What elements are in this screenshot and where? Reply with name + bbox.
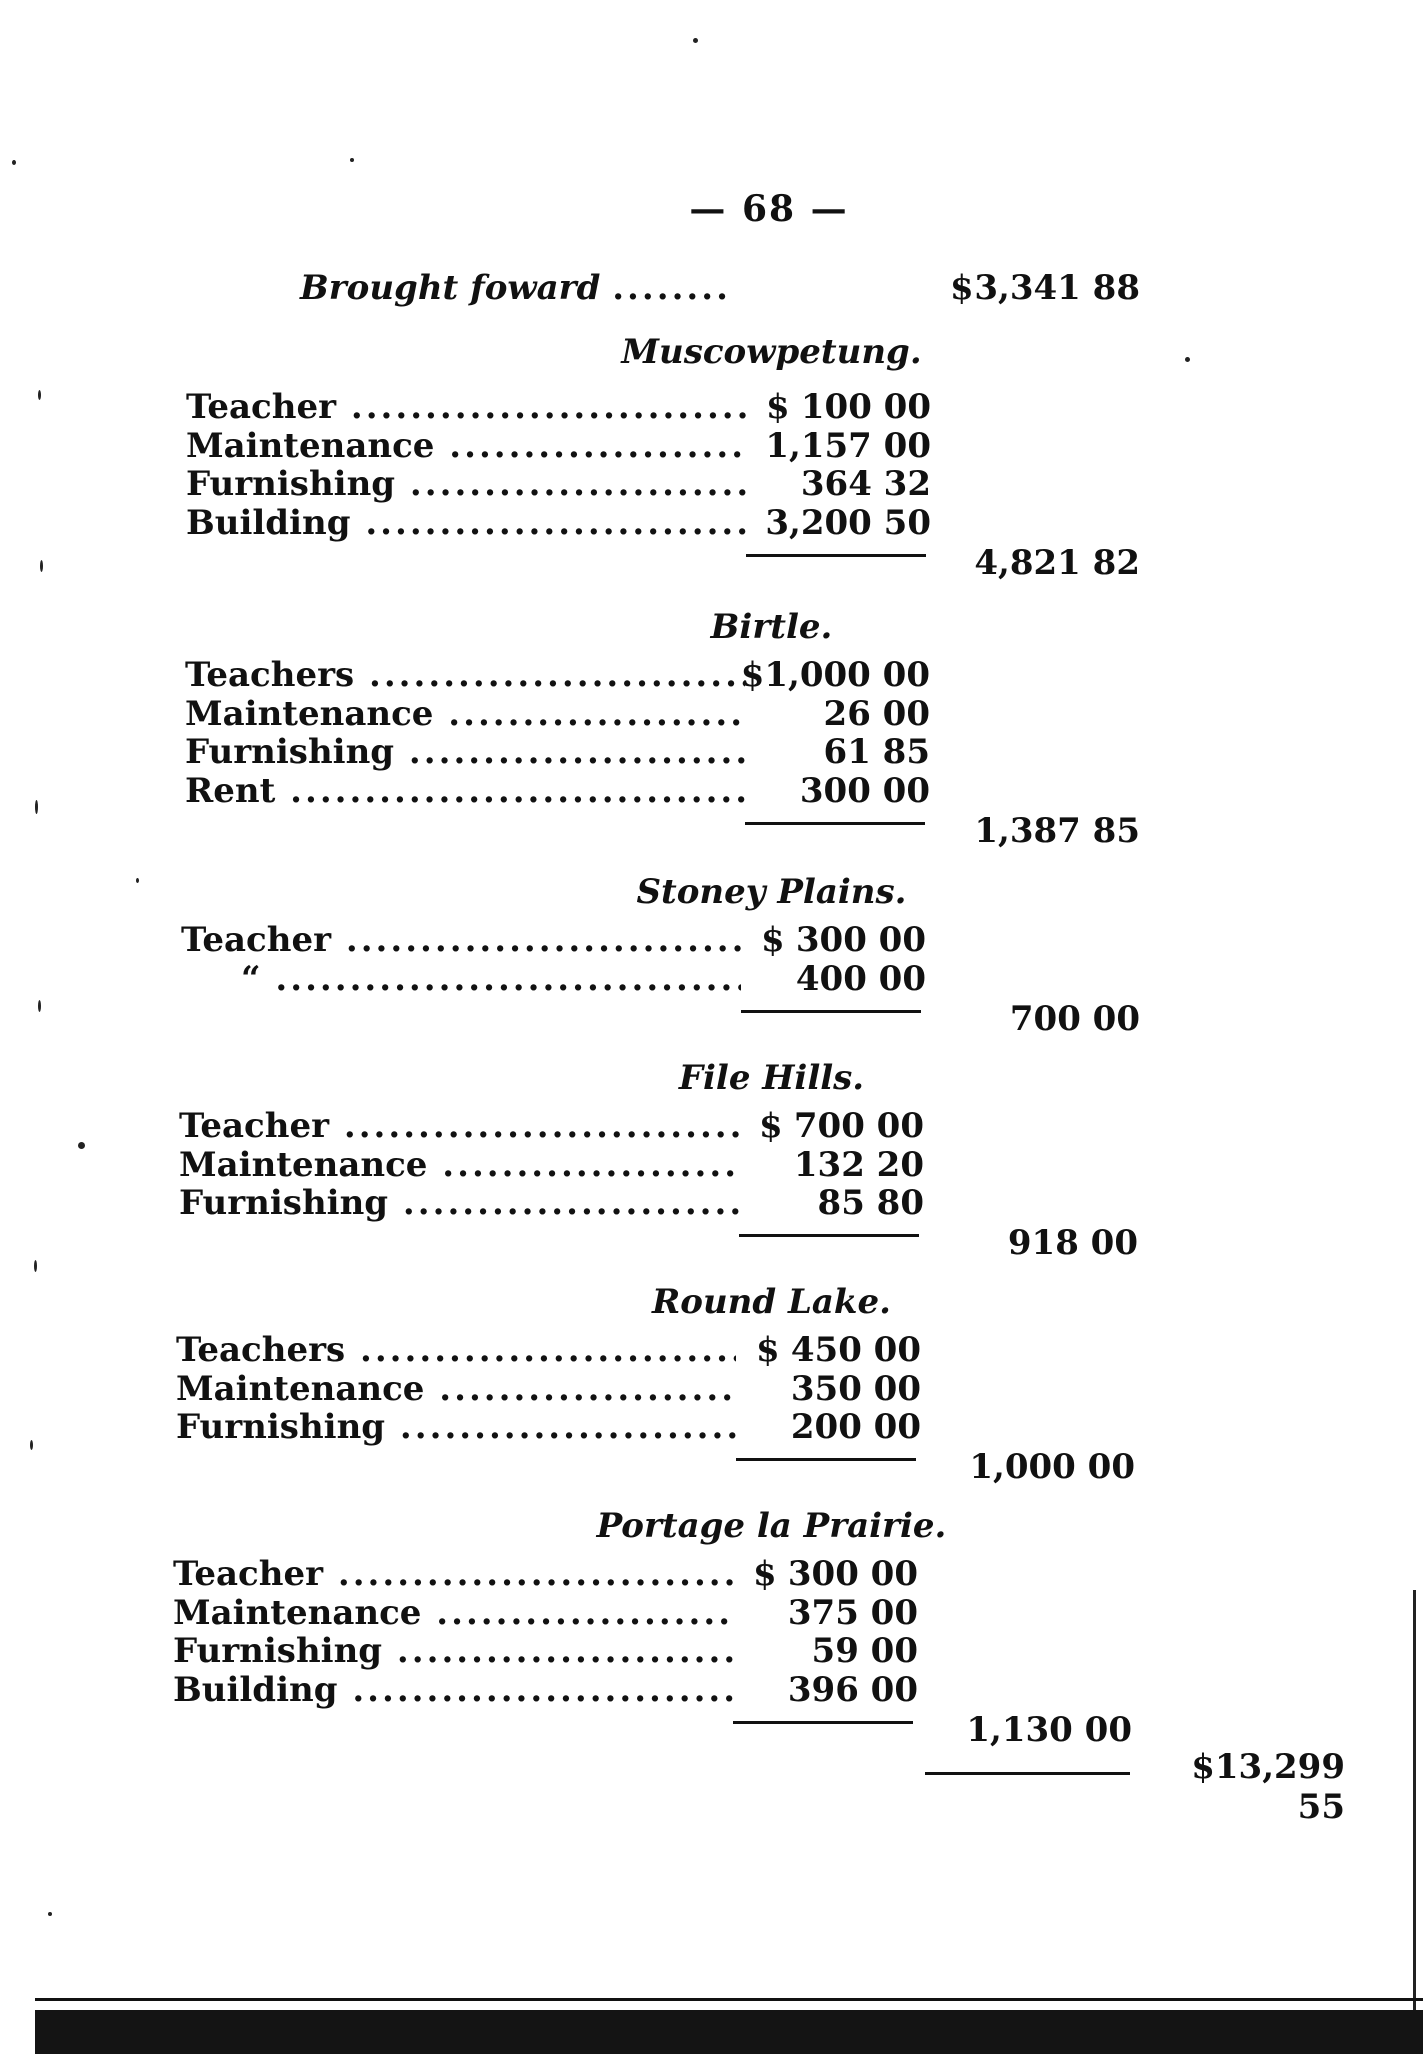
ledger-row — [181, 959, 926, 999]
ledger-row-label: Teacher ..... — [173, 1554, 733, 1594]
section-subtotal: 1,000 00 — [969, 1447, 1135, 1488]
ledger-row-currency: $ — [759, 1106, 783, 1146]
section-heading: Birtle. — [710, 607, 833, 647]
bottom-rule — [35, 1998, 1423, 2001]
print-speck — [38, 390, 41, 400]
print-speck — [693, 38, 698, 43]
ledger-row — [185, 655, 930, 695]
ledger-row-amount: 700 00 — [793, 1106, 924, 1146]
ledger-row-label: Teacher ..... — [179, 1106, 739, 1146]
section-subtotal: 918 00 — [1007, 1223, 1138, 1264]
ledger-row-amount: 200 00 — [790, 1407, 921, 1448]
ledger-row-label: Furnishing ..... — [185, 732, 745, 772]
ledger-row-amount: 450 00 — [790, 1330, 921, 1370]
ledger-row — [179, 1183, 924, 1223]
ledger-row-amount: 300 00 — [799, 770, 930, 811]
grand-total-rule — [925, 1772, 1130, 1775]
ledger-row-amount: 132 20 — [793, 1144, 924, 1185]
ledger-row-amount: 59 00 — [811, 1631, 918, 1672]
page-edge-line — [1413, 1590, 1416, 2010]
section-heading: Muscowpetung. — [621, 332, 922, 372]
section-subtotal: 4,821 82 — [974, 542, 1140, 583]
ledger-row-amount: 396 00 — [787, 1669, 918, 1710]
ledger-row-label: Maintenance ..... — [185, 694, 745, 734]
ledger-row-label: Furnishing ..... — [173, 1631, 733, 1671]
section-heading: File Hills. — [678, 1058, 865, 1098]
brought-forward-currency: $ — [950, 268, 974, 308]
ledger-row-amount: $1,000 00 — [740, 655, 930, 695]
print-speck — [34, 1260, 37, 1272]
ledger-row-amount: 364 32 — [800, 464, 931, 505]
brought-forward-text: Brought foward — [300, 268, 601, 308]
ledger-row — [176, 1407, 921, 1447]
brought-forward-dots: ........ — [612, 268, 731, 308]
section-heading: Portage la Prairie. — [596, 1506, 947, 1546]
ledger-row-label: Furnishing ..... — [176, 1407, 736, 1447]
ledger-row — [173, 1554, 918, 1594]
bottom-scan-band — [35, 2010, 1423, 2054]
ledger-row-amount: 3,200 50 — [765, 502, 931, 543]
ledger-row-label: Rent ..... — [185, 771, 745, 811]
ledger-row-currency: $ — [761, 920, 785, 960]
ledger-row — [186, 387, 931, 427]
ledger-row-label: Teachers ..... — [176, 1330, 736, 1370]
ledger-row-amount: 300 00 — [787, 1554, 918, 1594]
ledger-row — [185, 694, 930, 734]
print-speck — [48, 1912, 52, 1916]
ledger-row-label: Maintenance ..... — [186, 426, 746, 466]
ledger-row-label: Building ..... — [186, 503, 746, 543]
section-subtotal: 1,387 85 — [974, 810, 1140, 851]
section-subtotal: 700 00 — [1009, 998, 1140, 1039]
ledger-row-currency: $ — [766, 387, 790, 427]
ledger-row-label: Teacher ..... — [181, 920, 741, 960]
ledger-row-amount: 100 00 — [800, 387, 931, 427]
section-heading: Stoney Plains. — [636, 872, 907, 912]
print-speck — [12, 160, 16, 165]
ledger-row-currency: $ — [753, 1554, 777, 1594]
ledger-row-amount: 26 00 — [823, 693, 930, 734]
grand-total: $13,299 55 — [1191, 1747, 1345, 1827]
ledger-row-amount: 375 00 — [787, 1592, 918, 1633]
ledger-row-amount: 350 00 — [790, 1368, 921, 1409]
ledger-row — [186, 426, 931, 466]
print-speck — [136, 878, 139, 883]
ledger-row — [186, 464, 931, 504]
ledger-row-amount: 1,157 00 — [765, 425, 931, 466]
print-speck — [30, 1440, 33, 1450]
ledger-row — [179, 1145, 924, 1185]
section-subtotal: 1,130 00 — [966, 1709, 1132, 1750]
ledger-row — [181, 920, 926, 960]
print-speck — [78, 1142, 85, 1149]
ledger-row-amount: 300 00 — [795, 920, 926, 960]
ledger-row — [173, 1593, 918, 1633]
ledger-row — [185, 771, 930, 811]
ledger-row-amount: 85 80 — [817, 1183, 924, 1224]
ledger-row — [176, 1330, 921, 1370]
ledger-row-label: “ ..... — [181, 959, 741, 999]
ledger-row-label: Maintenance ..... — [173, 1593, 733, 1633]
print-speck — [35, 800, 38, 814]
ledger-row-currency: $ — [756, 1330, 780, 1370]
ledger-row — [173, 1670, 918, 1710]
page-number: — 68 — — [689, 188, 849, 230]
print-speck — [350, 158, 354, 162]
print-speck — [1185, 357, 1190, 362]
brought-forward-amount: 3,341 88 — [974, 268, 1140, 308]
section-heading: Round Lake. — [652, 1282, 891, 1322]
ledger-row — [179, 1106, 924, 1146]
print-speck — [40, 560, 43, 572]
ledger-row — [176, 1369, 921, 1409]
ledger-row-amount: 400 00 — [795, 958, 926, 999]
ledger-row — [185, 732, 930, 772]
ledger-row-label: Teacher ..... — [186, 387, 746, 427]
ledger-row-label: Teachers ..... — [185, 655, 745, 695]
brought-forward-label — [300, 268, 731, 308]
ledger-row-label: Building ..... — [173, 1670, 733, 1710]
ledger-row-label: Furnishing ..... — [186, 464, 746, 504]
ledger-row-label: Maintenance ..... — [179, 1145, 739, 1185]
ledger-row-label: Furnishing ..... — [179, 1183, 739, 1223]
ledger-row — [173, 1631, 918, 1671]
ledger-row — [186, 503, 931, 543]
ledger-row-label: Maintenance ..... — [176, 1369, 736, 1409]
brought-forward-value — [950, 268, 1140, 308]
print-speck — [38, 1000, 41, 1012]
ledger-row-amount: 61 85 — [823, 732, 930, 773]
